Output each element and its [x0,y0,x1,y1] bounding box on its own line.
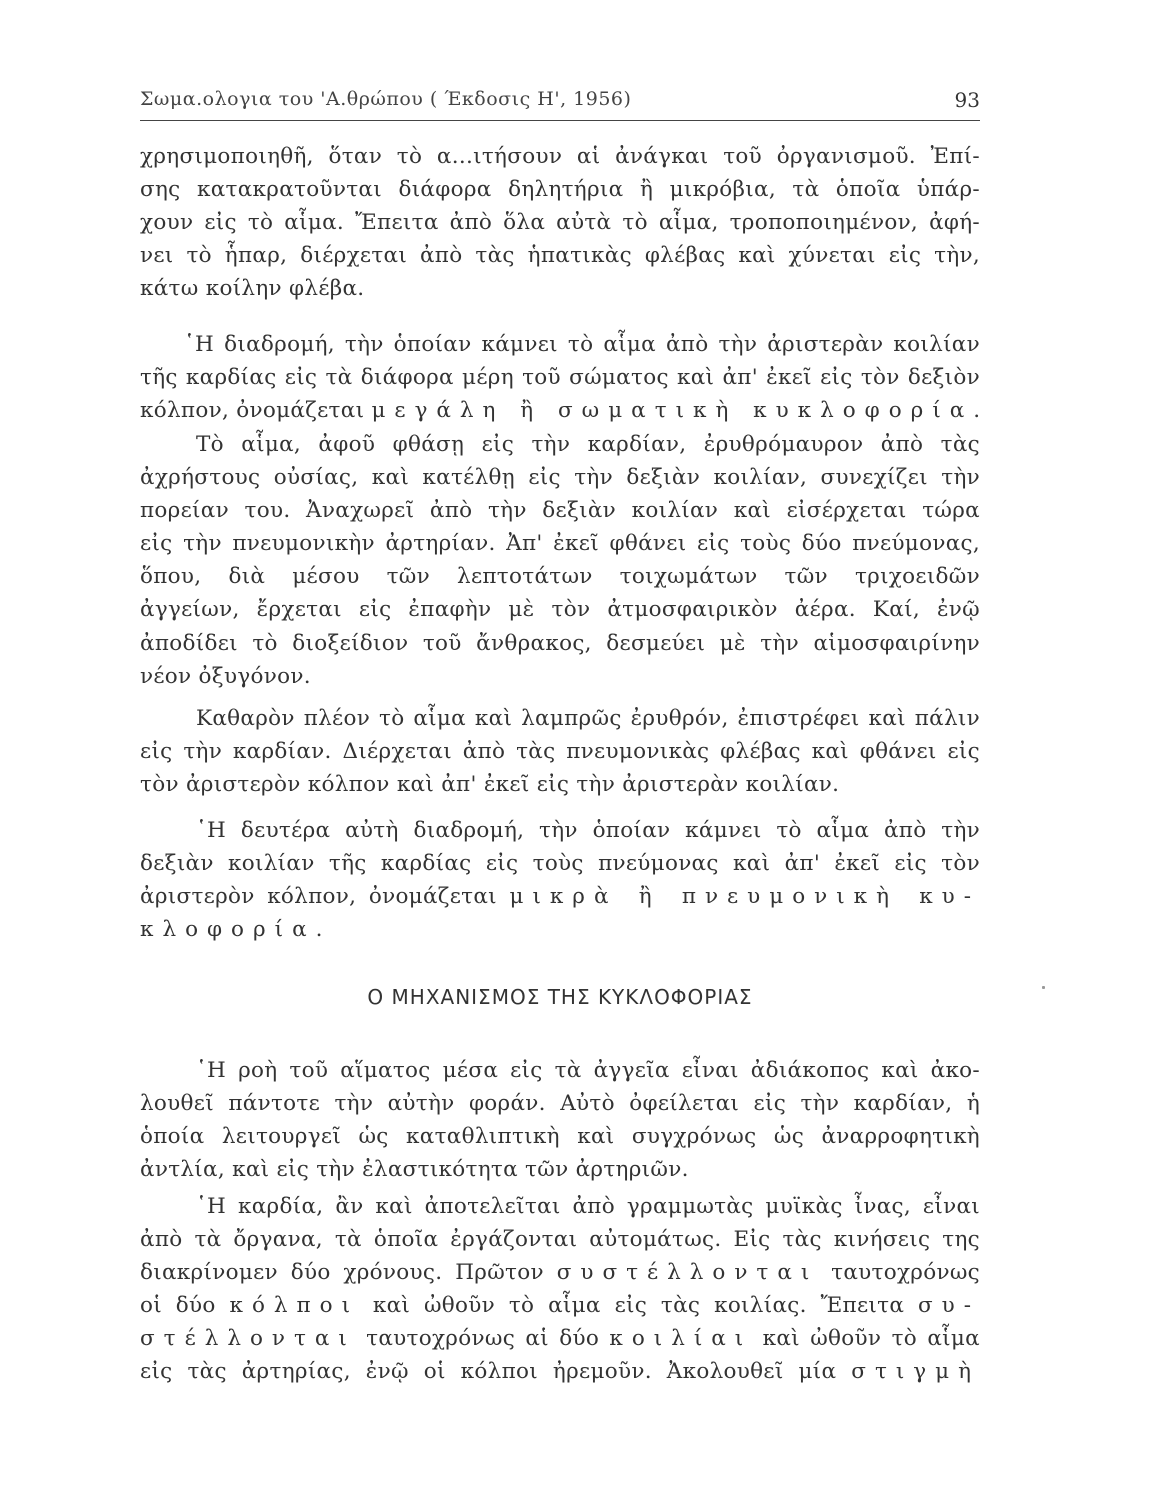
text-line: ἀπὸ τὰ ὄργανα, τὰ ὁποῖα ἐργάζονται αὐτομάτως. Εἰς τὰς κινήσεις της [140,1227,980,1253]
text-span: καὶ ὠθοῦν τὸ αἷμα εἰς τὰς κοιλίας. Ἔπειτα [372,1293,905,1319]
emphasis-term: κοιλίαι [609,1326,753,1352]
page-number: 93 [954,88,980,112]
text-line: νει τὸ ἧπαρ, διέρχεται ἀπὸ τὰς ἡπατικὰς φλέβας καὶ χύνεται εἰς τὴν, [140,243,980,269]
emphasis-term: στιγμὴ [851,1359,980,1385]
section-heading: Ο ΜΗΧΑΝΙΣΜΟΣ ΤΗΣ ΚΥΚΛΟΦΟΡΙΑΣ [367,985,753,1009]
text-line: τὸν ἀριστερὸν κόλπον καὶ ἀπ' ἐκεῖ εἰς τὴν ἀριστερὰν κοιλίαν. [140,772,840,798]
paragraph-right-heart [140,428,980,693]
text-span: καὶ ὠθοῦν τὸ αἷμα [762,1326,980,1352]
text-line: ῾Η διαδρομή, τὴν ὁποίαν κάμνει τὸ αἷμα ἀπὸ τὴν ἀριστερὰν κοιλίαν [184,332,980,357]
paragraph-systemic-circulation [140,328,990,427]
emphasis-term: κλοφορία. [140,917,332,943]
header-title: Σωμα.ολογια του 'Α.θρώπου ( Έκδοσις Η', 1956) [140,88,632,110]
text-line: πορείαν του. Ἀναχωρεῖ ἀπὸ τὴν δεξιὰν κοιλίαν καὶ εἰσέρχεται τώρα [140,498,980,524]
text-line: νέον ὀξυγόνον. [140,663,311,689]
text-line [140,1289,980,1322]
text-line: χρησιμοποιηθῆ, ὅταν τὸ α...ιτήσουν αἱ ἀνάγκαι τοῦ ὀργανισμοῦ. Ἐπί- [140,144,980,169]
emphasis-term: στέλλονται [140,1326,356,1352]
text-line: ἀποδίδει τὸ διοξείδιον τοῦ ἄνθρακος, δεσμεύει μὲ τὴν αἱμοσφαιρίνην [140,630,980,656]
text-line: ἀντλία, καὶ εἰς τὴν ἐλαστικότητα τῶν ἀρτηριῶν. [140,1157,689,1183]
text-line [140,880,980,913]
text-line: εἰς τὴν πνευμονικὴν ἀρτηρίαν. Ἀπ' ἐκεῖ φθάνει εἰς τοὺς δύο πνεύμονας, [140,531,980,557]
text-line [140,394,990,427]
text-line: ῾Η καρδία, ἂν καὶ ἀποτελεῖται ἀπὸ γραμμωτὰς μυϊκὰς ἶνας, εἶναι [196,1194,980,1219]
text-line: λουθεῖ πάντοτε τὴν αὐτὴν φοράν. Αὐτὸ ὀφείλεται εἰς τὴν καρδίαν, ἡ [140,1091,980,1117]
emphasis-term: κόλποι [229,1293,360,1319]
scan-speck [1042,986,1045,989]
text-span: οἱ δύο [140,1293,216,1319]
text-span: ταυτοχρόνως αἱ δύο [366,1326,600,1352]
text-span: διακρίνομεν δύο χρόνους. Πρῶτον [140,1260,544,1286]
text-line: ὁποία λειτουργεῖ ὡς καταθλιπτικὴ καὶ συγχρόνως ὡς ἀναρροφητικὴ [140,1124,980,1150]
paragraph-blood-flow [140,1054,980,1186]
text-line: ἀγγείων, ἔρχεται εἰς ἐπαφὴν μὲ τὸν ἀτμοσφαιρικὸν ἀέρα. Καί, ἐνῷ [140,597,980,623]
text-line [140,1322,980,1355]
text-line: Καθαρὸν πλέον τὸ αἷμα καὶ λαμπρῶς ἐρυθρόν, ἐπιστρέφει καὶ πάλιν [196,706,980,731]
text-line: ἀχρήστους οὐσίας, καὶ κατέλθῃ εἰς τὴν δεξιὰν κοιλίαν, συνεχίζει τὴν [140,465,980,491]
emphasis-term: συ- [918,1293,981,1319]
paragraph-pulmonary-circulation [140,814,980,946]
text-line: ῾Η ροὴ τοῦ αἵματος μέσα εἰς τὰ ἀγγεῖα εἶναι ἀδιάκοπος καὶ ἀκο- [196,1058,980,1083]
paragraph-return-to-heart [140,702,980,801]
text-span: ἀριστερὸν κόλπον, ὀνομάζεται [140,884,497,910]
text-line: ῾Η δευτέρα αὐτὴ διαδρομή, τὴν ὁποίαν κάμνει τὸ αἷμα ἀπὸ τὴν [196,818,980,843]
text-line: σης κατακρατοῦνται διάφορα δηλητήρια ἢ μικρόβια, τὰ ὁποῖα ὑπάρ- [140,177,980,203]
text-line: χουν εἰς τὸ αἷμα. Ἔπειτα ἀπὸ ὅλα αὐτὰ τὸ αἷμα, τροποποιημένον, ἀφή- [140,210,980,236]
emphasis-term: μικρὰ ἢ πνευμονικὴ κυ- [509,884,980,910]
running-header [140,84,980,121]
text-line [140,913,980,946]
text-span: εἰς τὰς ἀρτηρίας, ἐνῷ οἱ κόλποι ἠρεμοῦν. Ἀκολουθεῖ μία [140,1359,837,1385]
emphasis-term: συστέλλονται [556,1260,819,1286]
text-line: ὅπου, διὰ μέσου τῶν λεπτοτάτων τοιχωμάτων τῶν τριχοειδῶν [140,564,980,590]
text-line: Τὸ αἷμα, ἀφοῦ φθάσῃ εἰς τὴν καρδίαν, ἐρυθρόμαυρον ἀπὸ τὰς [196,432,980,457]
text-line [140,1256,980,1289]
emphasis-term: μεγάλη ἢ σωματικὴ κυκλοφορία. [371,398,990,424]
text-line: τῆς καρδίας εἰς τὰ διάφορα μέρη τοῦ σώματος καὶ ἀπ' ἐκεῖ εἰς τὸν δεξιὸν [140,365,980,391]
paragraph-heart-cycle [140,1190,980,1389]
text-span: κόλπον, ὀνομάζεται [140,398,365,424]
text-span: ταυτοχρόνως [831,1260,981,1286]
text-line: δεξιὰν κοιλίαν τῆς καρδίας εἰς τοὺς πνεύμονας καὶ ἀπ' ἐκεῖ εἰς τὸν [140,851,980,877]
text-line: κάτω κοίλην φλέβα. [140,276,365,302]
paragraph-liver [140,140,980,305]
text-line: εἰς τὴν καρδίαν. Διέρχεται ἀπὸ τὰς πνευμονικὰς φλέβας καὶ φθάνει εἰς [140,739,980,765]
text-line [140,1355,980,1388]
